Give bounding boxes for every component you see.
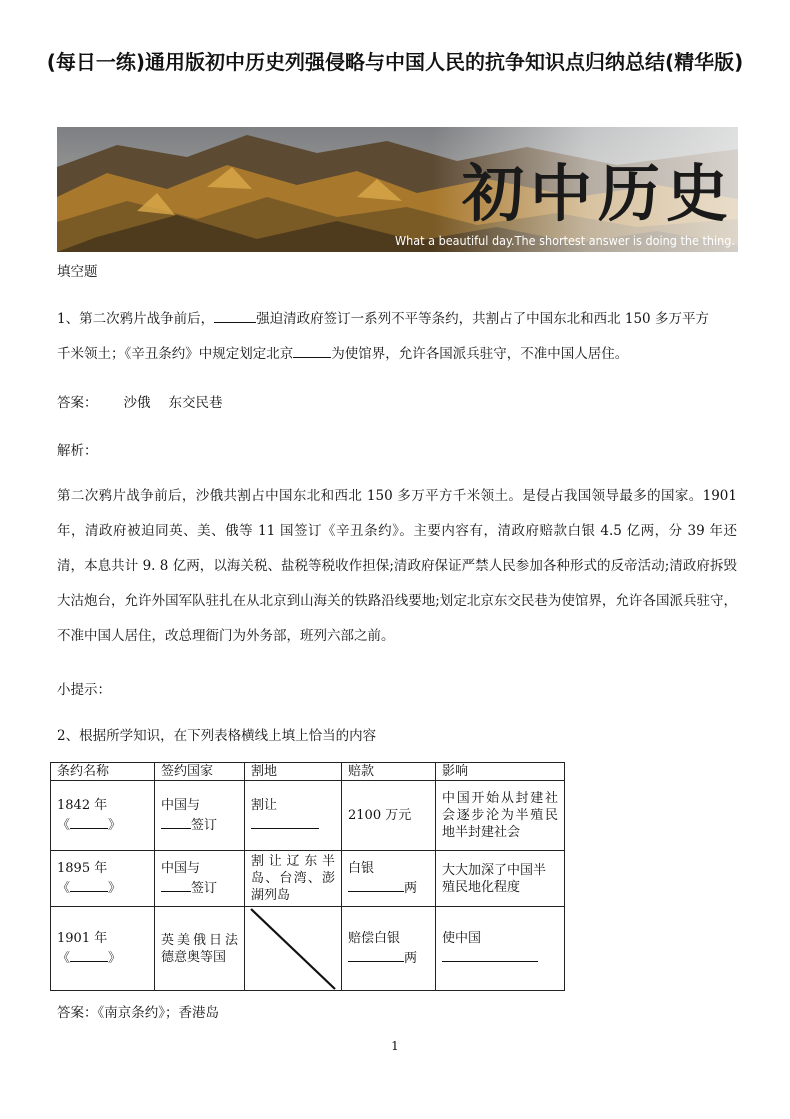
land-cell: 割让辽东半岛、台湾、澎湖列岛	[245, 851, 342, 907]
answer-blank[interactable]	[348, 947, 404, 962]
answer-label: 答案：	[57, 395, 98, 411]
answer-value: 沙俄	[123, 395, 151, 411]
treaty-name-cell	[51, 907, 155, 991]
answer-value: 《南京条约》；香港岛	[97, 1005, 219, 1021]
analysis-label: 解析：	[57, 443, 98, 459]
answer-blank[interactable]	[70, 877, 108, 892]
answer-blank[interactable]	[214, 307, 256, 323]
table-row	[51, 907, 565, 991]
answer-blank[interactable]	[348, 877, 404, 892]
answer-label: 答案：	[57, 1005, 98, 1021]
answer-value: 东交民巷	[168, 395, 223, 411]
treaty-year: 1842 年	[57, 798, 108, 813]
impact-cell	[436, 907, 565, 991]
bracket-close: 》	[108, 951, 122, 966]
treaty-name-cell	[51, 781, 155, 851]
indemnity-cell	[342, 851, 436, 907]
land-cell	[245, 781, 342, 851]
table-header-cell: 影响	[436, 763, 565, 781]
impact-cell: 大大加深了中国半殖民地化程度	[436, 851, 565, 907]
answer-line	[57, 393, 223, 413]
country-text: 中国与	[161, 798, 201, 813]
diagonal-strike	[245, 907, 341, 991]
question-text: 强迫清政府签订一系列不平等条约，共割占了中国东北和西北 150 多万平方	[256, 311, 709, 327]
country-suffix: 签订	[191, 881, 218, 896]
table-header-cell: 签约国家	[155, 763, 245, 781]
question-text: 为使馆界，允许各国派兵驻守，不准中国人居住。	[331, 346, 629, 362]
analysis-text: 第二次鸦片战争前后，沙俄共割占中国东北和西北 150 多万平方千米领土。是侵占我国领导最多的国家。1901 年，清政府被迫同英、美、俄等 11 国签订《辛丑条约》。主要内容有，清政府赔款白银 4.5 亿两，分 39 年还清，本息共计 9. 8 亿两，以海关税、盐税等税收作担保;清政府保证严禁人民参加各种形式的反帝活动;清政府拆毁大沽炮台，允许外国军队驻扎在从北京到山海关的铁路沿线要地;划定北京东交民巷为使馆界，允许各国派兵驻守，不准中国人居住，改总理衙门为外务部，班列六部之前。	[57, 488, 737, 644]
banner-tagline: What a beautiful day.The shortest answer is doing the thing.	[395, 234, 735, 248]
answer-blank[interactable]	[161, 814, 191, 829]
indemnity-cell: 2100 万元	[342, 781, 436, 851]
question-number: 1、	[57, 311, 80, 327]
page-number: 1	[391, 1039, 399, 1053]
indemnity-prefix: 白银	[348, 861, 375, 876]
answer-line	[57, 1003, 219, 1023]
treaty-table	[50, 762, 565, 991]
table-header-cell: 割地	[245, 763, 342, 781]
section-heading: 填空题	[57, 264, 98, 280]
answer-blank[interactable]	[161, 877, 191, 892]
answer-blank[interactable]	[70, 947, 108, 962]
bracket-open: 《	[57, 881, 71, 896]
country-cell	[155, 781, 245, 851]
country-cell: 英美俄日法德意奥等国	[155, 907, 245, 991]
treaty-year: 1895 年	[57, 861, 108, 876]
question-text: 第二次鸦片战争前后，	[79, 311, 215, 327]
country-cell	[155, 851, 245, 907]
table-row	[51, 781, 565, 851]
bracket-close: 》	[108, 818, 122, 833]
table-header-cell: 条约名称	[51, 763, 155, 781]
question-1	[57, 302, 737, 372]
impact-text: 使中国	[442, 931, 482, 946]
banner-calligraphy: 初中历史	[462, 157, 735, 230]
bracket-open: 《	[57, 818, 71, 833]
impact-cell: 中国开始从封建社会逐步沦为半殖民地半封建社会	[436, 781, 565, 851]
document-title: (每日一练)通用版初中历史列强侵略与中国人民的抗争知识点归纳总结(精华版)	[46, 50, 744, 74]
treaty-year: 1901 年	[57, 931, 108, 946]
answer-blank[interactable]	[251, 814, 319, 829]
land-cell-crossed	[245, 907, 342, 991]
indemnity-cell	[342, 907, 436, 991]
indemnity-prefix: 赔偿白银	[348, 931, 401, 946]
answer-blank[interactable]	[293, 342, 331, 358]
country-suffix: 签订	[191, 818, 218, 833]
table-row	[51, 851, 565, 907]
table-header-cell: 赔款	[342, 763, 436, 781]
question-2-prompt: 2、根据所学知识，在下列表格横线上填上恰当的内容	[57, 728, 377, 744]
land-text: 割让	[251, 798, 278, 813]
banner-image	[57, 127, 738, 252]
treaty-name-cell	[51, 851, 155, 907]
indemnity-suffix: 两	[404, 881, 418, 896]
bracket-close: 》	[108, 881, 122, 896]
indemnity-suffix: 两	[404, 951, 418, 966]
table-header-row	[51, 763, 565, 781]
answer-blank[interactable]	[70, 814, 108, 829]
question-text: 千米领土；《辛丑条约》中规定划定北京	[57, 346, 294, 362]
tip-label: 小提示：	[57, 682, 111, 698]
country-text: 中国与	[161, 861, 201, 876]
bracket-open: 《	[57, 951, 71, 966]
answer-blank[interactable]	[442, 947, 538, 962]
